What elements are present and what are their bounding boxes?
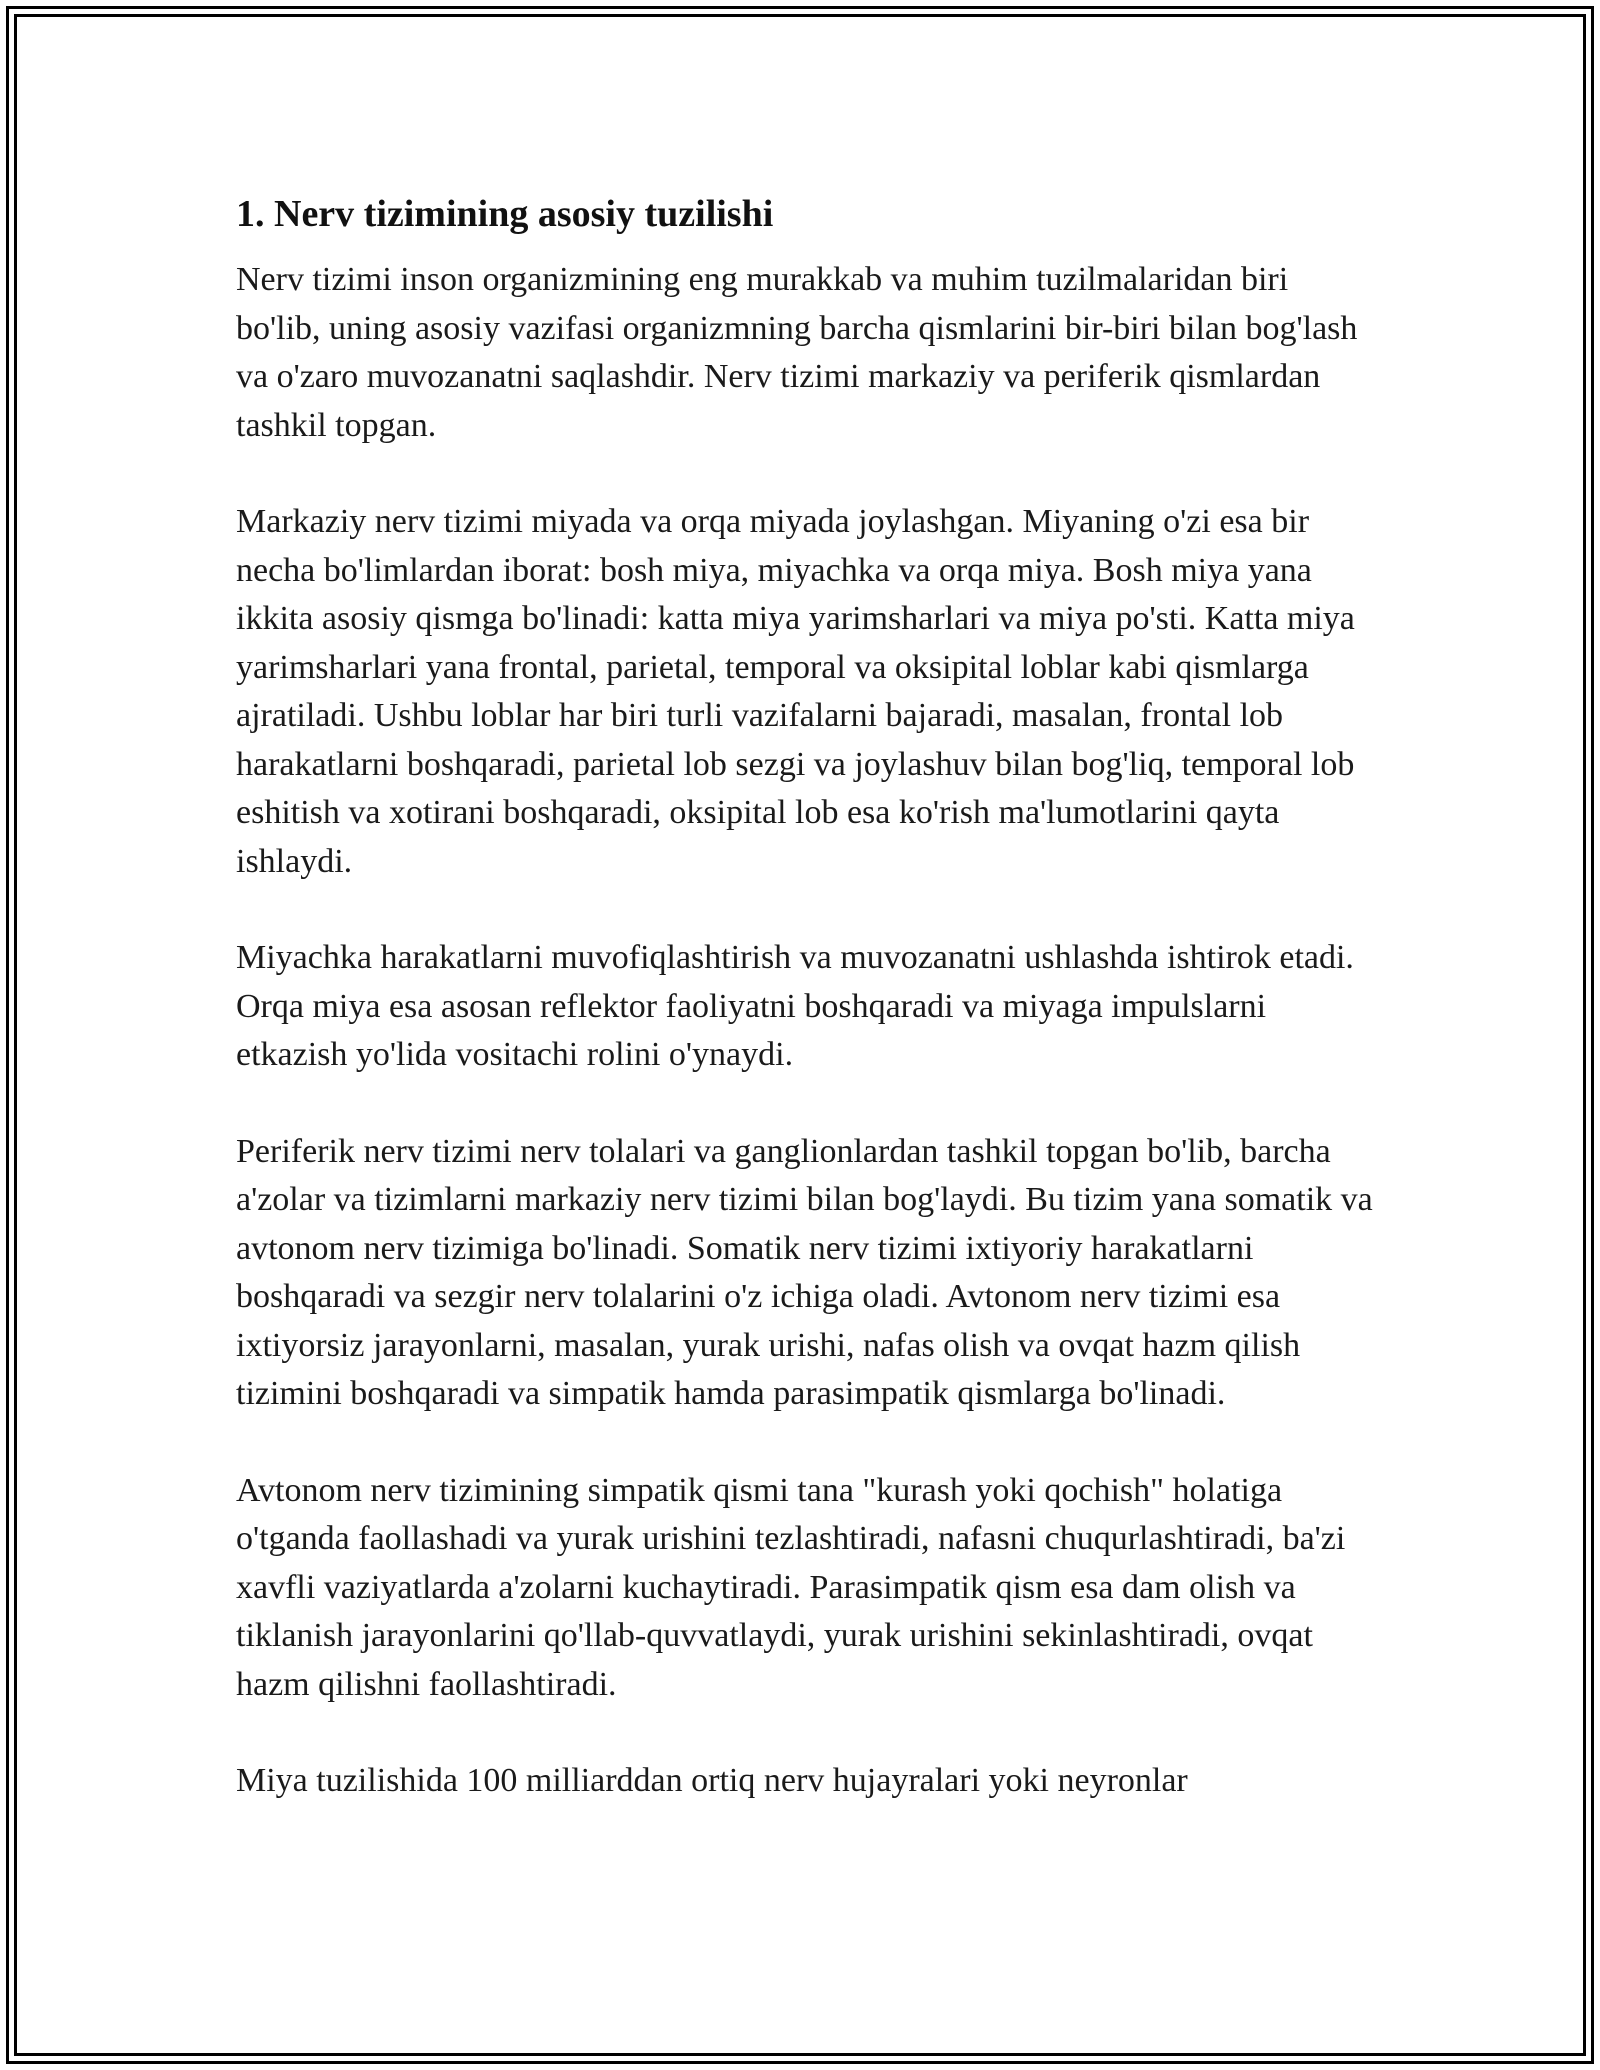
document-body	[236, 186, 1376, 1806]
paragraph-2: Markaziy nerv tizimi miyada va orqa miyada joylashgan. Miyaning o'zi esa bir necha bo'limlardan iborat: bosh miya, miyachka va orqa miya. Bosh miya yana ikkita asosiy qismga bo'linadi: katta miya yarimsharlari va miya po'sti. Katta miya yarimsharlari yana frontal, parietal, temporal va oksipital loblar kabi qismlarga ajratiladi. Ushbu loblar har biri turli vazifalarni bajaradi, masalan, frontal lob harakatlarni boshqaradi, parietal lob sezgi va joylashuv bilan bog'liq, temporal lob eshitish va xotirani boshqaradi, oksipital lob esa ko'rish ma'lumotlarini qayta ishlaydi.	[236, 503, 1355, 880]
paragraph-4: Periferik nerv tizimi nerv tolalari va ganglionlardan tashkil topgan bo'lib, barcha a'zolar va tizimlarni markaziy nerv tizimi bilan bog'laydi. Bu tizim yana somatik va avtonom nerv tizimiga bo'linadi. Somatik nerv tizimi ixtiyoriy harakatlarni boshqaradi va sezgir nerv tolalarini o'z ichiga oladi. Avtonom nerv tizimi esa ixtiyorsiz jarayonlarni, masalan, yurak urishi, nafas olish va ovqat hazm qilish tizimini boshqaradi va simpatik hamda parasimpatik qismlarga bo'linadi.	[236, 1132, 1373, 1412]
paragraph-3: Miyachka harakatlarni muvofiqlashtirish va muvozanatni ushlashda ishtirok etadi. Orqa miya esa asosan reflektor faoliyatni boshqaradi va miyaga impulslarni etkazish yo'lida vositachi rolini o'ynaydi.	[236, 939, 1354, 1073]
paragraph-5: Avtonom nerv tizimining simpatik qismi tana "kurash yoki qochish" holatiga o'tganda faollashadi va yurak urishini tezlashtiradi, nafasni chuqurlashtiradi, ba'zi xavfli vaziyatlarda a'zolarni kuchaytiradi. Parasimpatik qism esa dam olish va tiklanish jarayonlarini qo'llab-quvvatlaydi, yurak urishini sekinlashtiradi, ovqat hazm qilishni faollashtiradi.	[236, 1471, 1346, 1703]
paragraph-1: Nerv tizimi inson organizmining eng murakkab va muhim tuzilmalaridan biri bo'lib, uning asosiy vazifasi organizmning barcha qismlarini bir-biri bilan bog'lash va o'zaro muvozanatni saqlashdir. Nerv tizimi markaziy va periferik qismlardan tashkil topgan.	[236, 261, 1358, 444]
paragraph-6: Miya tuzilishida 100 milliarddan ortiq nerv hujayralari yoki neyronlar	[236, 1762, 1188, 1799]
section-heading: 1. Nerv tizimining asosiy tuzilishi	[236, 193, 774, 235]
